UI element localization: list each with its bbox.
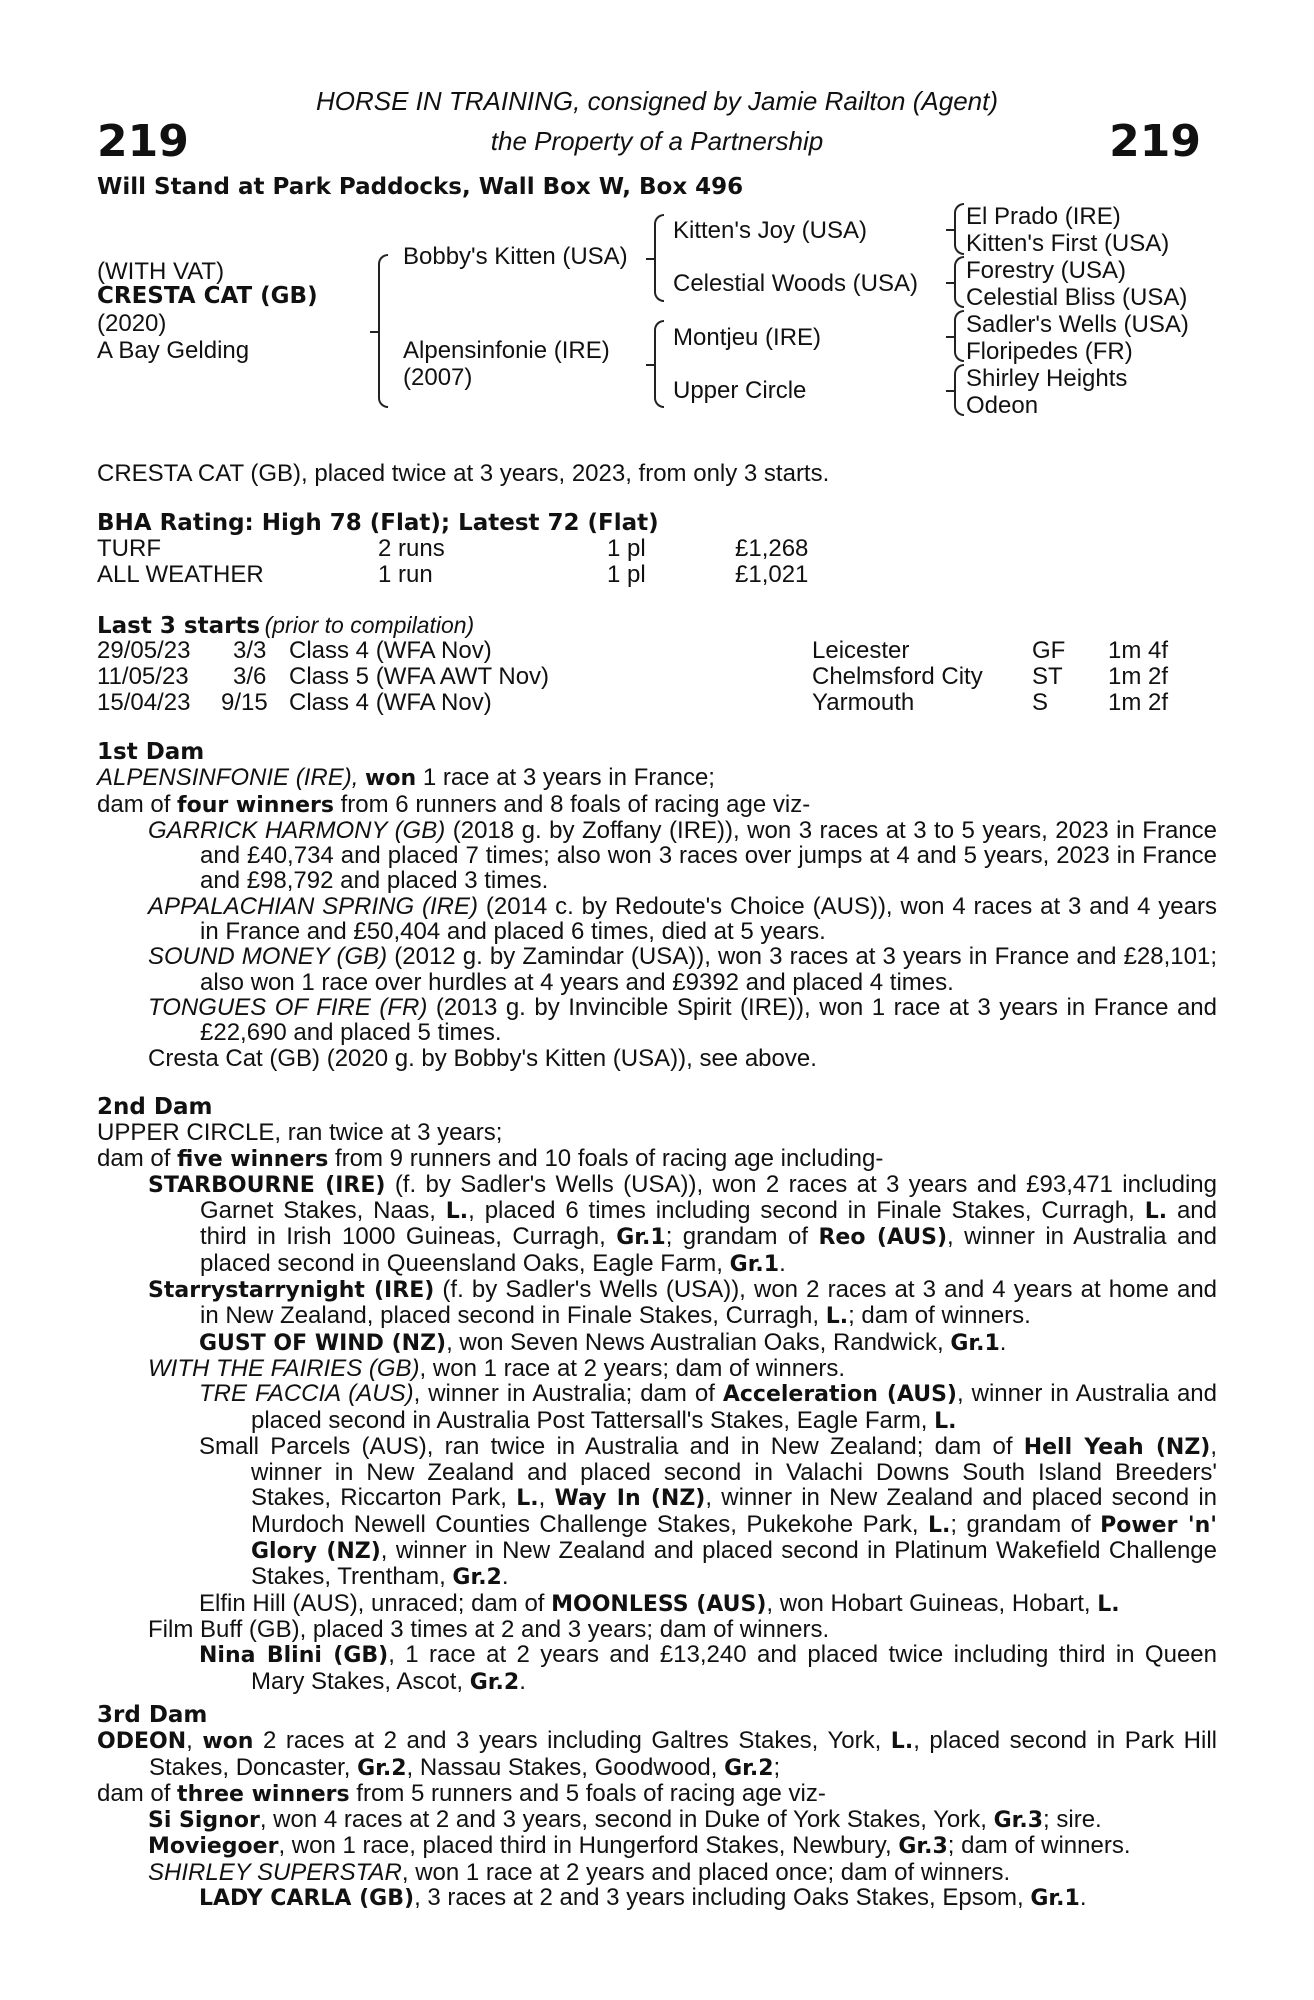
lot-number-right: 219 xyxy=(1109,116,1201,167)
horse-year: (2020) xyxy=(97,310,167,337)
produce-film-buff: Film Buff (GB), placed 3 times at 2 and 3 years; dam of winners. xyxy=(148,1615,830,1643)
start-1-date: 29/05/23 xyxy=(97,637,191,664)
rating-turf-surface: TURF xyxy=(97,535,161,562)
rating-turf-prize: £1,268 xyxy=(735,535,809,562)
start-2-date: 11/05/23 xyxy=(97,663,189,690)
start-2-course: Chelmsford City xyxy=(812,663,983,690)
start-1-pos: 3/3 xyxy=(233,637,267,664)
race-summary: CRESTA CAT (GB), placed twice at 3 years, 2023, from only 3 starts. xyxy=(97,460,830,487)
pedigree-brace-g1 xyxy=(954,203,964,255)
pedigree-sire-dam: Celestial Woods (USA) xyxy=(673,270,918,297)
start-2-race: Class 5 (WFA AWT Nov) xyxy=(289,663,550,690)
produce-with-the-fairies: WITH THE FAIRIES (GB), won 1 race at 2 years; dam of winners. xyxy=(148,1354,846,1382)
pedigree-g5: Sadler's Wells (USA) xyxy=(966,311,1189,338)
second-dam-heading: 2nd Dam xyxy=(97,1094,213,1120)
pedigree-dam: Alpensinfonie (IRE) xyxy=(403,337,610,364)
first-dam-section xyxy=(97,740,1217,1071)
produce-cresta-cat: Cresta Cat (GB) (2020 g. by Bobby's Kitten (USA)), see above. xyxy=(148,1044,817,1072)
lot-number-left: 219 xyxy=(97,116,189,167)
produce-tre-faccia: TRE FACCIA (AUS), winner in Australia; dam of Acceleration (AUS), winner in Australia and placed second in Australia Post Tattersall's Stakes, Eagle Farm, L. xyxy=(199,1380,1217,1434)
pedigree-brace-g4 xyxy=(954,364,964,416)
second-dam-record: UPPER CIRCLE, ran twice at 3 years; xyxy=(97,1119,503,1147)
bha-rating-title: BHA Rating: High 78 (Flat); Latest 72 (Flat) xyxy=(97,510,659,536)
start-3-going: S xyxy=(1032,689,1049,716)
pedigree-brace-main xyxy=(378,254,388,408)
rating-aw-runs: 1 run xyxy=(378,561,433,588)
start-1-going: GF xyxy=(1032,637,1066,664)
start-3-course: Yarmouth xyxy=(812,689,915,716)
third-dam-heading: 3rd Dam xyxy=(97,1702,208,1728)
rating-aw-pl: 1 pl xyxy=(607,561,646,588)
rating-aw-surface: ALL WEATHER xyxy=(97,561,264,588)
vat-note: (WITH VAT) xyxy=(97,258,225,285)
start-1-course: Leicester xyxy=(812,637,910,664)
start-3-pos: 9/15 xyxy=(221,689,268,716)
produce-elfin-hill: Elfin Hill (AUS), unraced; dam of MOONLESS (AUS), won Hobart Guineas, Hobart, L. xyxy=(199,1589,1120,1617)
start-1-race: Class 4 (WFA Nov) xyxy=(289,637,492,664)
start-1-dist: 1m 4f xyxy=(1108,637,1169,664)
pedigree-dam-year: (2007) xyxy=(403,364,473,391)
produce-lady-carla: LADY CARLA (GB), 3 races at 2 and 3 years including Oaks Stakes, Epsom, Gr.1. xyxy=(199,1884,1087,1912)
start-3-date: 15/04/23 xyxy=(97,689,191,716)
produce-sound-money: SOUND MONEY (GB) (2012 g. by Zamindar (USA)), won 3 races at 3 years in France and £28,101; also won 1 race over hurdles at 4 years and £9392 and placed 4 times. xyxy=(148,943,1218,996)
produce-shirley-superstar: SHIRLEY SUPERSTAR, won 1 race at 2 years and placed once; dam of winners. xyxy=(148,1858,1011,1886)
start-2-dist: 1m 2f xyxy=(1108,663,1169,690)
third-dam-section xyxy=(97,1703,1217,1911)
second-dam-produce: dam of five winners from 9 runners and 10 foals of racing age including- xyxy=(97,1144,884,1172)
produce-moviegoer: Moviegoer, won 1 race, placed third in Hungerford Stakes, Newbury, Gr.3; dam of winners. xyxy=(148,1832,1131,1860)
rating-aw-prize: £1,021 xyxy=(735,561,809,588)
last-starts-note: (prior to compilation) xyxy=(264,612,475,638)
first-dam-heading: 1st Dam xyxy=(97,739,205,765)
pedigree-g1: El Prado (IRE) xyxy=(966,203,1121,230)
pedigree-g2: Kitten's First (USA) xyxy=(966,230,1170,257)
consignor-line: HORSE IN TRAINING, consigned by Jamie Railton (Agent) xyxy=(315,86,999,116)
pedigree-sire-sire: Kitten's Joy (USA) xyxy=(673,217,867,244)
start-3-race: Class 4 (WFA Nov) xyxy=(289,689,492,716)
last-starts-heading xyxy=(97,612,474,639)
produce-gust-of-wind: GUST OF WIND (NZ), won Seven News Australian Oaks, Randwick, Gr.1. xyxy=(199,1328,1007,1356)
pedigree-brace-sire xyxy=(654,214,664,302)
start-2-pos: 3/6 xyxy=(233,663,267,690)
second-dam-section xyxy=(97,1095,1217,1695)
stable-location: Will Stand at Park Paddocks, Wall Box W, Box 496 xyxy=(97,174,744,200)
last-starts-title: Last 3 starts xyxy=(97,613,261,639)
first-dam-produce: dam of four winners from 6 runners and 8 foals of racing age viz- xyxy=(97,790,811,818)
produce-small-parcels: Small Parcels (AUS), ran twice in Australia and in New Zealand; dam of Hell Yeah (NZ), winner in New Zealand and placed second in Valachi Downs South Island Breeders' Stakes, Riccarton Park, L., Way In (NZ), winner in New Zealand and placed second in Murdoch Newell Counties Challenge Stakes, Pukekohe Park, L.; grandam of Power 'n' Glory (NZ), winner in New Zealand and placed second in Platinum Wakefield Challenge Stakes, Trentham, Gr.2. xyxy=(199,1432,1218,1591)
produce-starbourne: STARBOURNE (IRE) (f. by Sadler's Wells (USA)), won 2 races at 3 years and £93,471 including Garnet Stakes, Naas, L., placed 6 times including second in Finale Stakes, Curragh, L. and third in Irish 1000 Guineas, Curragh, Gr.1; grandam of Reo (AUS), winner in Australia and placed second in Queensland Oaks, Eagle Farm, Gr.1. xyxy=(148,1170,1218,1277)
produce-garrick-harmony: GARRICK HARMONY (GB) (2018 g. by Zoffany (IRE)), won 3 races at 3 to 5 years, 2023 in France and £40,734 and placed 7 times; also won 3 races over jumps at 4 and 5 years, 2023 in France and £98,792 and placed 3 times. xyxy=(148,816,1217,895)
third-dam-record: ODEON, won 2 races at 2 and 3 years including Galtres Stakes, York, L., placed second in Park Hill Stakes, Doncaster, Gr.2, Nassau Stakes, Goodwood, Gr.2; xyxy=(97,1727,1217,1781)
pedigree-brace-g3 xyxy=(954,310,964,362)
produce-appalachian-spring: APPALACHIAN SPRING (IRE) (2014 c. by Redoute's Choice (AUS)), won 4 races at 3 and 4 years in France and £50,404 and placed 6 times, died at 5 years. xyxy=(148,892,1217,946)
property-line: the Property of a Partnership xyxy=(490,126,824,156)
rating-turf-pl: 1 pl xyxy=(607,535,646,562)
pedigree-g8: Odeon xyxy=(966,392,1039,419)
rating-turf-runs: 2 runs xyxy=(378,535,445,562)
horse-description: A Bay Gelding xyxy=(97,337,250,364)
pedigree-g6: Floripedes (FR) xyxy=(966,338,1133,365)
first-dam-record: ALPENSINFONIE (IRE), won 1 race at 3 years in France; xyxy=(97,764,715,792)
pedigree-g3: Forestry (USA) xyxy=(966,257,1127,284)
horse-name: CRESTA CAT (GB) xyxy=(97,283,318,309)
pedigree-sire: Bobby's Kitten (USA) xyxy=(403,243,628,270)
pedigree-brace-dam xyxy=(654,320,664,408)
pedigree-g7: Shirley Heights xyxy=(966,365,1128,392)
pedigree-g4: Celestial Bliss (USA) xyxy=(966,284,1188,311)
pedigree-dam-dam: Upper Circle xyxy=(673,377,807,404)
pedigree-brace-g2 xyxy=(954,256,964,308)
start-3-dist: 1m 2f xyxy=(1108,689,1169,716)
produce-si-signor: Si Signor, won 4 races at 2 and 3 years, second in Duke of York Stakes, York, Gr.3; sire. xyxy=(148,1806,1102,1834)
third-dam-produce: dam of three winners from 5 runners and 5 foals of racing age viz- xyxy=(97,1779,826,1807)
produce-nina-blini: Nina Blini (GB), 1 race at 2 years and £13,240 and placed twice including third in Queen Mary Stakes, Ascot, Gr.2. xyxy=(199,1641,1217,1695)
produce-tongues-of-fire: TONGUES OF FIRE (FR) (2013 g. by Invincible Spirit (IRE)), won 1 race at 3 years in France and £22,690 and placed 5 times. xyxy=(148,993,1217,1047)
produce-starrystarrynight: Starrystarrynight (IRE) (f. by Sadler's Wells (USA)), won 2 races at 3 and 4 years at home and in New Zealand, placed second in Finale Stakes, Curragh, L.; dam of winners. xyxy=(148,1276,1218,1330)
pedigree-dam-sire: Montjeu (IRE) xyxy=(673,324,822,351)
start-2-going: ST xyxy=(1032,663,1063,690)
